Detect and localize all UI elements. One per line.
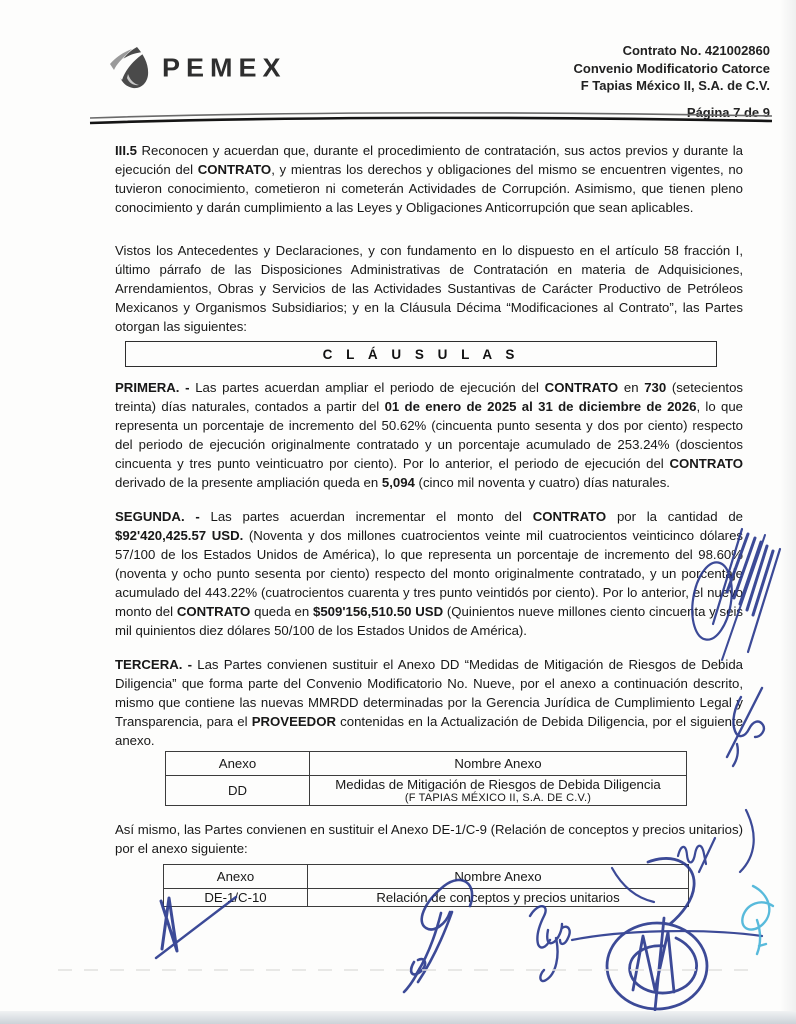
- vistos-paragraph: Vistos los Antecedentes y Declaraciones, y con fundamento en lo dispuesto en el artículo 58 fracción I, último párrafo de las Disposiciones Administrativas de Contratación en materia de Adquisiciones, Arrendamientos, Obras y Servicios de las Actividades Sustantivas de Carácter Productivo de Petróleos Mexicanos y Organismos Subsidiarios; y en la Cláusula Décima “Modificaciones al Contrato”, las Partes otorgan las siguientes:: [115, 243, 743, 334]
- convenio-title: Convenio Modificatorio Catorce: [573, 60, 770, 76]
- table-row: [166, 776, 687, 806]
- table-header-row: [166, 752, 687, 776]
- header-cell-nombre-anexo: Nombre Anexo: [310, 752, 687, 776]
- table-header-row: [164, 865, 689, 889]
- header-divider: [0, 0, 796, 130]
- anexo-id-cell: DE-1/C-10: [164, 889, 308, 907]
- anexo-name-cell: Relación de conceptos y precios unitarios: [308, 889, 689, 907]
- header-cell-anexo: Anexo: [166, 752, 310, 776]
- scan-edge-shadow: [780, 0, 796, 1024]
- segunda-clause-paragraph: SEGUNDA. - Las partes acuerdan incrementar el monto del CONTRATO por la cantidad de $92'420,425.57 USD. (Noventa y dos millones cuatrocientos veinte mil cuatrocientos veinticinco dólares 57/100 de los Estados Unidos de América), lo que representa un porcentaje de incremento del 98.60% (noventa y ocho punto sesenta por ciento) respecto del monto originalmente contratado, y un porcentaje acumulado del 443.22% (cuatrocientos cuarenta y tres punto veintidós por ciento). Por lo anterior, el nuevo monto del CONTRATO queda en $509'156,510.50 USD (Quinientos nueve millones ciento cincuenta y seis mil quinientos diez dólares 50/100 de los Estados Unidos de América).: [115, 509, 744, 638]
- scan-fold-line: [58, 969, 748, 971]
- header-cell-anexo: Anexo: [164, 865, 308, 889]
- clausulas-heading: [125, 341, 717, 367]
- anexo-name-cell: [310, 776, 687, 806]
- signature-light-blue: [742, 886, 773, 954]
- asimismo-paragraph: Así mismo, las Partes convienen en sustituir el Anexo DE-1/C-9 (Relación de conceptos y precios unitarios) por el anexo siguiente:: [115, 822, 743, 856]
- page-bottom-edge: [0, 1011, 796, 1024]
- header-cell-nombre-anexo: Nombre Anexo: [308, 865, 689, 889]
- page-number: Página 7 de 9: [686, 104, 770, 120]
- anexo-name-line2: (F TAPIAS MÉXICO II, S.A. DE C.V.): [404, 792, 592, 804]
- tercera-clause-paragraph: TERCERA. - Las Partes convienen sustituir el Anexo DD “Medidas de Mitigación de Riesgos de Debida Diligencia” que forma parte del Convenio Modificatorio No. Nueve, por el anexo a continuación descrito, mismo que contiene las nuevas MMRDD determinadas por la Gerencia Jurídica de Cumplimiento Legal y Transparencia, para el PROVEEDOR contenidas en la Actualización de Debida Diligencia, por el siguiente anexo.: [115, 657, 743, 748]
- table-row: [164, 889, 689, 907]
- clausulas-title: C L Á U S U L A S: [322, 346, 520, 362]
- anexo-de1-table: [163, 864, 689, 907]
- primera-clause-paragraph: PRIMERA. - Las partes acuerdan ampliar el periodo de ejecución del CONTRATO en 730 (setecientos treinta) días naturales, contados a partir del 01 de enero de 2025 al 31 de diciembre de 2026, lo que representa un porcentaje de incremento del 50.62% (cincuenta punto sesenta y dos por ciento) respecto del periodo de ejecución originalmente contratado y un porcentaje acumulado de 253.24% (doscientos cincuenta y tres punto veinticuatro por ciento). Por lo anterior, el periodo de ejecución del CONTRATO derivado de la presente ampliación queda en 5,094 (cinco mil noventa y cuatro) días naturales.: [115, 380, 743, 490]
- anexo-name-line1: Medidas de Mitigación de Riesgos de Debida Diligencia: [335, 777, 661, 792]
- contract-number: Contrato No. 421002860: [622, 43, 770, 58]
- clause-iii5-paragraph: III.5 Reconocen y acuerdan que, durante el procedimiento de contratación, sus actos previos y durante la ejecución del CONTRATO, y mientras los derechos y obligaciones del mismo se encuentren vigentes, no tuvieron conocimiento, cometieron ni cometerán Actividades de Corrupción. Asimismo, que tienen pleno conocimiento y darán cumplimiento a las Leyes y Obligaciones Anticorrupción que sean aplicables.: [115, 143, 743, 215]
- pemex-wordmark: PEMEX: [162, 53, 287, 82]
- company-name: F Tapias México II, S.A. de C.V.: [580, 78, 770, 93]
- anexo-id-cell: DD: [166, 776, 310, 806]
- anexo-dd-table: [165, 751, 687, 806]
